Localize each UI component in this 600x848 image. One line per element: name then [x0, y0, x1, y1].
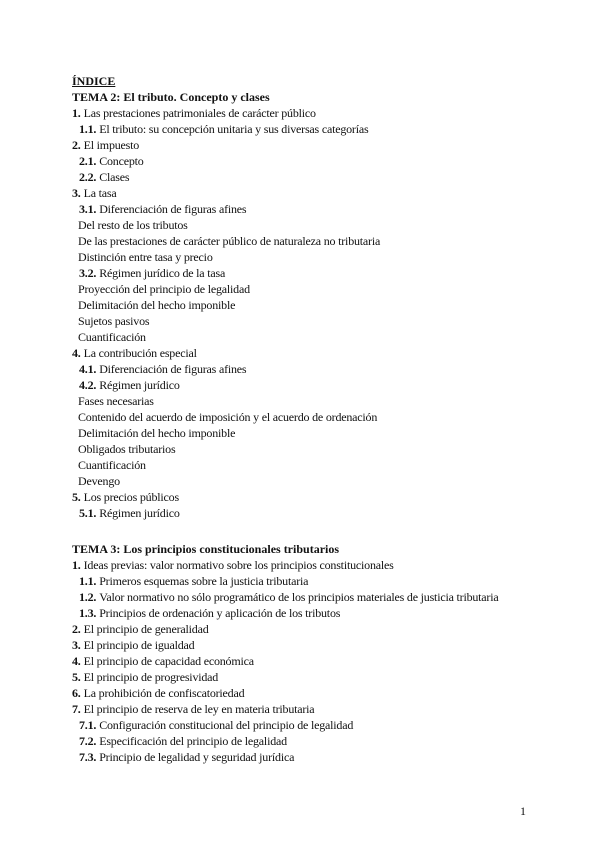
entry-number: 7.3. — [79, 750, 97, 764]
index-entry — [72, 377, 542, 393]
index-entry — [72, 441, 542, 457]
entry-text: Fases necesarias — [78, 394, 154, 408]
index-entry — [72, 105, 542, 121]
entry-text: Cuantificación — [78, 330, 146, 344]
index-entry — [72, 669, 542, 685]
entry-text: Obligados tributarios — [78, 442, 176, 456]
index-entry — [72, 345, 542, 361]
entry-text: Proyección del principio de legalidad — [78, 282, 250, 296]
section-spacer — [72, 521, 542, 541]
entry-number: 6. — [72, 686, 81, 700]
section-title: TEMA 2: El tributo. Concepto y clases — [72, 90, 270, 104]
entry-text: Del resto de los tributos — [78, 218, 188, 232]
index-entry — [72, 425, 542, 441]
entry-text: Delimitación del hecho imponible — [78, 298, 236, 312]
entry-number: 2. — [72, 138, 81, 152]
entry-text: Valor normativo no sólo programático de los principios materiales de justicia tributaria — [99, 590, 499, 604]
index-entry — [72, 589, 542, 605]
entry-number: 7.2. — [79, 734, 97, 748]
entry-number: 1.1. — [79, 122, 97, 136]
index-entry — [72, 749, 542, 765]
entry-text: De las prestaciones de carácter público de naturaleza no tributaria — [78, 234, 381, 248]
index-entry — [72, 393, 542, 409]
index-entry — [72, 473, 542, 489]
entry-number: 1.2. — [79, 590, 97, 604]
entry-text: Sujetos pasivos — [78, 314, 150, 328]
index-entry — [72, 457, 542, 473]
entry-text: Concepto — [99, 154, 144, 168]
entry-number: 3.1. — [79, 202, 97, 216]
entry-text: Contenido del acuerdo de imposición y el acuerdo de ordenación — [78, 410, 378, 424]
index-entry — [72, 505, 542, 521]
entry-text: Diferenciación de figuras afines — [99, 202, 247, 216]
entry-number: 2.1. — [79, 154, 97, 168]
entry-text: El principio de progresividad — [83, 670, 219, 684]
index-title: ÍNDICE — [72, 74, 116, 88]
entry-text: El principio de igualdad — [83, 638, 195, 652]
index-entry — [72, 249, 542, 265]
index-entry — [72, 733, 542, 749]
entry-text: Especificación del principio de legalidad — [99, 734, 287, 748]
entry-number: 1. — [72, 558, 81, 572]
index-sections — [72, 89, 542, 765]
entry-text: Configuración constitucional del principio de legalidad — [99, 718, 354, 732]
entry-number: 7. — [72, 702, 81, 716]
entry-text: El principio de generalidad — [83, 622, 209, 636]
section-title: TEMA 3: Los principios constitucionales tributarios — [72, 542, 340, 556]
entry-number: 1.3. — [79, 606, 97, 620]
entry-text: Diferenciación de figuras afines — [99, 362, 247, 376]
entry-text: La tasa — [83, 186, 117, 200]
index-entry — [72, 201, 542, 217]
document-page — [72, 73, 542, 765]
entry-text: Régimen jurídico — [99, 378, 180, 392]
entry-number: 1.1. — [79, 574, 97, 588]
index-entry — [72, 653, 542, 669]
entry-text: Las prestaciones patrimoniales de carácter público — [83, 106, 316, 120]
page-number: 1 — [520, 804, 526, 818]
index-entry — [72, 185, 542, 201]
entry-text: Régimen jurídico — [99, 506, 180, 520]
entry-text: Ideas previas: valor normativo sobre los principios constitucionales — [83, 558, 394, 572]
index-entry — [72, 717, 542, 733]
entry-number: 2.2. — [79, 170, 97, 184]
index-entry — [72, 573, 542, 589]
index-entry — [72, 265, 542, 281]
entry-text: El principio de capacidad económica — [83, 654, 254, 668]
index-entry — [72, 233, 542, 249]
entry-number: 4.2. — [79, 378, 97, 392]
index-entry — [72, 701, 542, 717]
entry-text: La prohibición de confiscatoriedad — [83, 686, 245, 700]
entry-number: 4. — [72, 346, 81, 360]
index-entry — [72, 329, 542, 345]
index-entry — [72, 409, 542, 425]
entry-text: Devengo — [78, 474, 120, 488]
entry-text: Primeros esquemas sobre la justicia tributaria — [99, 574, 309, 588]
index-entry — [72, 557, 542, 573]
entry-number: 4. — [72, 654, 81, 668]
entry-text: Régimen jurídico de la tasa — [99, 266, 226, 280]
entry-text: Principios de ordenación y aplicación de los tributos — [99, 606, 341, 620]
index-entry — [72, 153, 542, 169]
index-entry — [72, 489, 542, 505]
entry-text: Distinción entre tasa y precio — [78, 250, 213, 264]
entry-number: 1. — [72, 106, 81, 120]
index-entry — [72, 121, 542, 137]
entry-text: La contribución especial — [83, 346, 197, 360]
entry-number: 3. — [72, 638, 81, 652]
entry-number: 5. — [72, 490, 81, 504]
entry-text: Principio de legalidad y seguridad jurídica — [99, 750, 295, 764]
entry-text: Clases — [99, 170, 130, 184]
entry-number: 5.1. — [79, 506, 97, 520]
index-entry — [72, 137, 542, 153]
entry-text: Cuantificación — [78, 458, 146, 472]
index-entry — [72, 685, 542, 701]
entry-number: 5. — [72, 670, 81, 684]
entry-text: El impuesto — [83, 138, 140, 152]
index-entry — [72, 281, 542, 297]
index-entry — [72, 297, 542, 313]
index-entry — [72, 169, 542, 185]
index-entry — [72, 621, 542, 637]
entry-number: 4.1. — [79, 362, 97, 376]
entry-number: 3.2. — [79, 266, 97, 280]
entry-text: El principio de reserva de ley en materia tributaria — [83, 702, 315, 716]
entry-number: 2. — [72, 622, 81, 636]
index-entry — [72, 313, 542, 329]
index-entry — [72, 361, 542, 377]
index-entry — [72, 217, 542, 233]
entry-text: Delimitación del hecho imponible — [78, 426, 236, 440]
entry-text: El tributo: su concepción unitaria y sus diversas categorías — [99, 122, 369, 136]
index-entry — [72, 605, 542, 621]
entry-text: Los precios públicos — [83, 490, 179, 504]
entry-number: 7.1. — [79, 718, 97, 732]
entry-number: 3. — [72, 186, 81, 200]
index-entry — [72, 637, 542, 653]
